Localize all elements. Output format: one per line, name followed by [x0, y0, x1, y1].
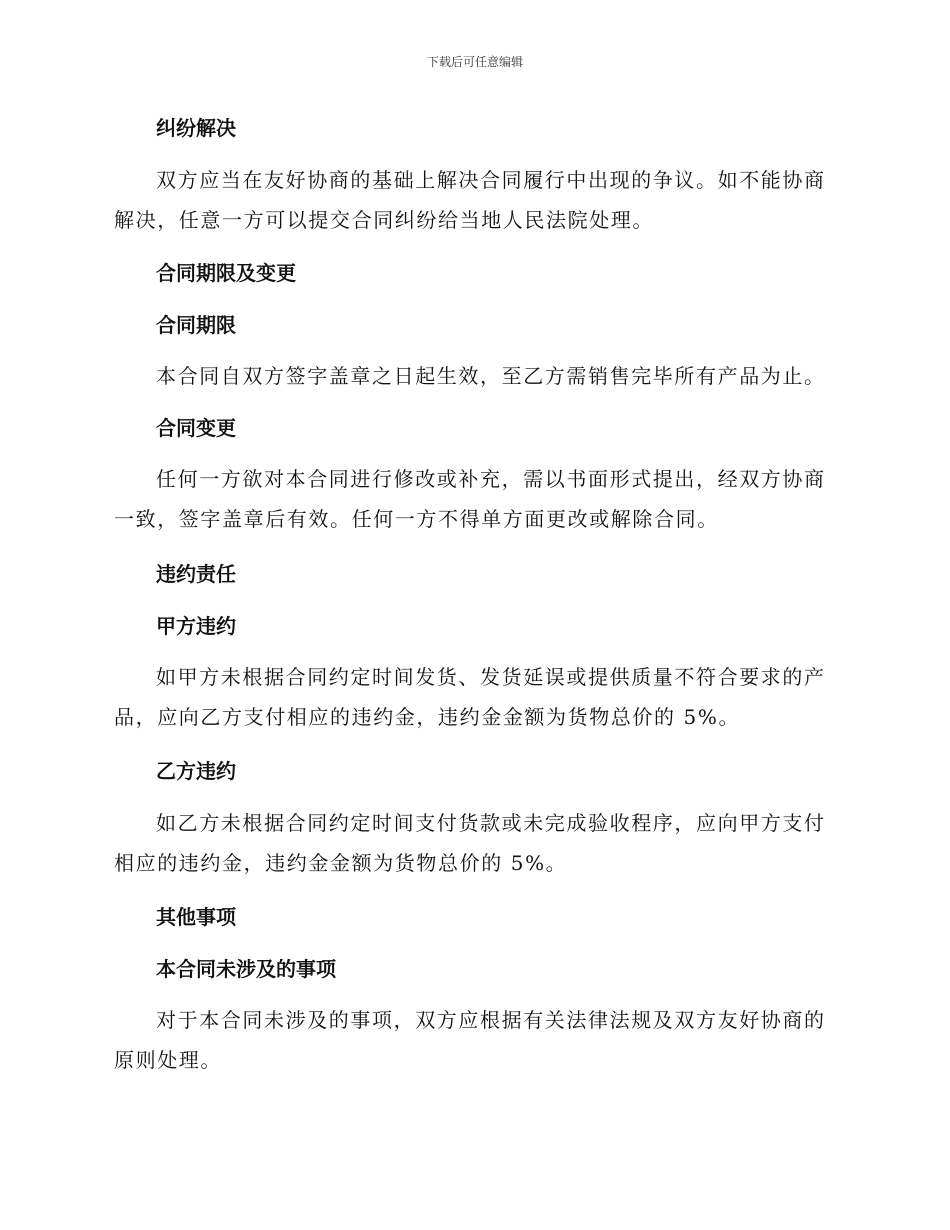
page-header: 下载后可任意编辑 [426, 55, 523, 69]
paragraph-party-b-breach: 如乙方未根据合同约定时间支付货款或未完成验收程序，应向甲方支付相应的违约金，违约金金额为货物总价的 5%。 [114, 811, 826, 875]
paragraph-dispute: 双方应当在友好协商的基础上解决合同履行中出现的争议。如不能协商解决，任意一方可以提交合同纠纷给当地人民法院处理。 [114, 168, 826, 232]
heading-party-b-breach: 乙方违约 [156, 759, 236, 783]
heading-change: 合同变更 [156, 416, 236, 440]
paragraph-change: 任何一方欲对本合同进行修改或补充，需以书面形式提出，经双方协商一致，签字盖章后有效。任何一方不得单方面更改或解除合同。 [114, 467, 826, 531]
paragraph-term: 本合同自双方签字盖章之日起生效，至乙方需销售完毕所有产品为止。 [156, 364, 826, 388]
heading-uncovered-matters: 本合同未涉及的事项 [156, 957, 336, 981]
heading-party-a-breach: 甲方违约 [156, 614, 236, 638]
paragraph-party-a-breach: 如甲方未根据合同约定时间发货、发货延误或提供质量不符合要求的产品，应向乙方支付相应的违约金，违约金金额为货物总价的 5%。 [114, 665, 826, 729]
heading-liability: 违约责任 [156, 562, 236, 586]
heading-term: 合同期限 [156, 313, 236, 337]
heading-other-matters: 其他事项 [156, 905, 236, 929]
paragraph-uncovered-matters: 对于本合同未涉及的事项，双方应根据有关法律法规及双方友好协商的原则处理。 [114, 1008, 826, 1072]
heading-term-and-change: 合同期限及变更 [156, 261, 296, 285]
heading-dispute: 纠纷解决 [156, 116, 236, 140]
